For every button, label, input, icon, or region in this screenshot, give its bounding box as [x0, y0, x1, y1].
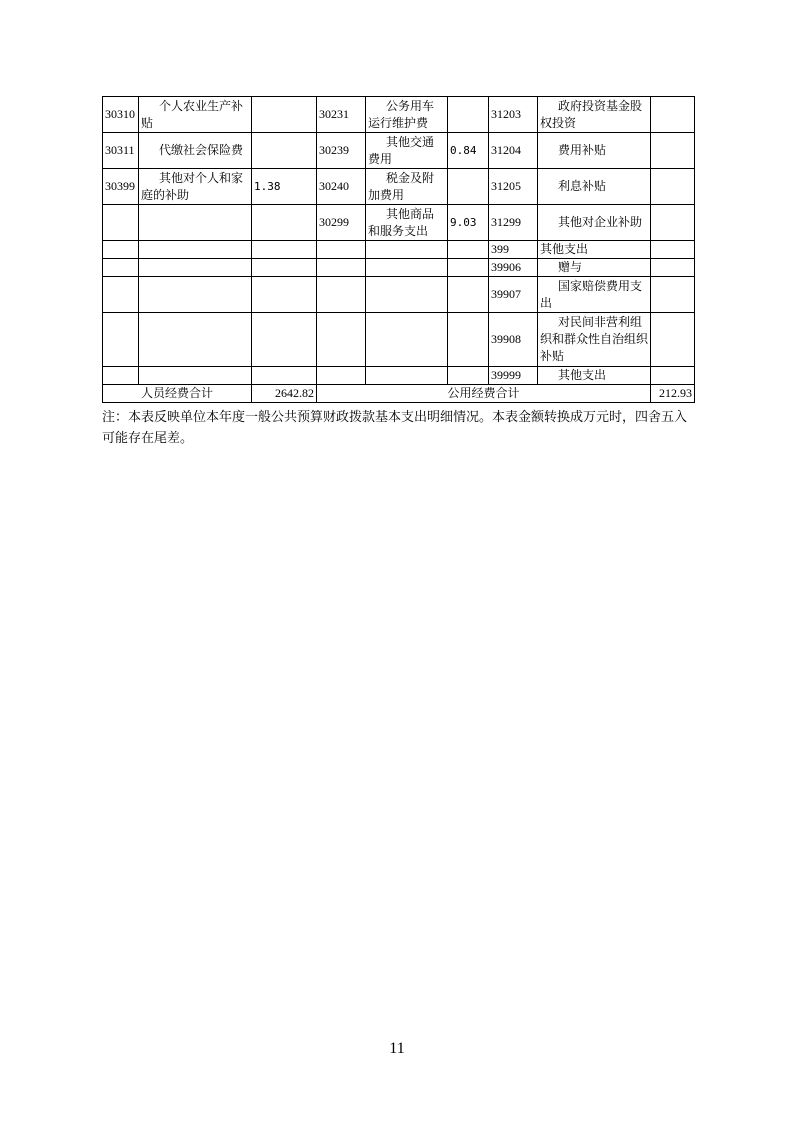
table-row — [103, 169, 695, 205]
code-cell — [103, 277, 139, 313]
amount-cell — [651, 169, 695, 205]
name-cell: 个人农业生产补贴 — [139, 97, 252, 133]
name-cell: 其他支出 — [538, 241, 651, 259]
code-cell — [103, 367, 139, 385]
name-cell — [139, 205, 252, 241]
code-cell: 30311 — [103, 133, 139, 169]
amount-cell: 1.38 — [252, 169, 317, 205]
name-cell — [366, 277, 448, 313]
name-cell: 其他对企业补助 — [538, 205, 651, 241]
personnel-total-value: 2642.82 — [252, 385, 317, 403]
amount-cell — [252, 97, 317, 133]
code-cell — [317, 277, 366, 313]
personnel-total-label: 人员经费合计 — [103, 385, 252, 403]
code-cell — [317, 241, 366, 259]
table-row — [103, 133, 695, 169]
code-cell: 30299 — [317, 205, 366, 241]
name-cell — [139, 367, 252, 385]
name-cell: 赠与 — [538, 259, 651, 277]
name-cell — [366, 367, 448, 385]
table-row — [103, 205, 695, 241]
amount-cell — [448, 259, 489, 277]
amount-cell — [448, 97, 489, 133]
name-cell: 对民间非营利组织和群众性自治组织补贴 — [538, 313, 651, 367]
code-cell: 30399 — [103, 169, 139, 205]
code-cell: 30239 — [317, 133, 366, 169]
code-cell: 31204 — [489, 133, 538, 169]
name-cell — [139, 241, 252, 259]
name-cell — [139, 277, 252, 313]
table-row — [103, 367, 695, 385]
amount-cell — [252, 259, 317, 277]
amount-cell: 9.03 — [448, 205, 489, 241]
code-cell — [103, 205, 139, 241]
table-row — [103, 241, 695, 259]
table-row — [103, 277, 695, 313]
name-cell: 国家赔偿费用支出 — [538, 277, 651, 313]
table-row — [103, 97, 695, 133]
amount-cell — [252, 367, 317, 385]
amount-cell — [252, 241, 317, 259]
code-cell: 39999 — [489, 367, 538, 385]
amount-cell — [651, 133, 695, 169]
name-cell: 其他商品和服务支出 — [366, 205, 448, 241]
name-cell: 费用补贴 — [538, 133, 651, 169]
code-cell: 399 — [489, 241, 538, 259]
name-cell — [139, 313, 252, 367]
totals-row — [103, 385, 695, 403]
name-cell: 其他对个人和家庭的补助 — [139, 169, 252, 205]
code-cell — [317, 367, 366, 385]
name-cell: 政府投资基金股权投资 — [538, 97, 651, 133]
amount-cell — [651, 313, 695, 367]
name-cell — [366, 241, 448, 259]
name-cell: 其他交通费用 — [366, 133, 448, 169]
code-cell: 39906 — [489, 259, 538, 277]
name-cell: 其他支出 — [538, 367, 651, 385]
name-cell: 公务用车运行维护费 — [366, 97, 448, 133]
code-cell: 30240 — [317, 169, 366, 205]
name-cell: 利息补贴 — [538, 169, 651, 205]
public-total-label: 公用经费合计 — [317, 385, 651, 403]
amount-cell — [252, 277, 317, 313]
amount-cell — [448, 169, 489, 205]
amount-cell — [252, 205, 317, 241]
table-note: 注：本表反映单位本年度一般公共预算财政拨款基本支出明细情况。本表金额转换成万元时，四舍五入可能存在尾差。 — [102, 410, 688, 446]
amount-cell — [448, 241, 489, 259]
amount-cell — [252, 133, 317, 169]
amount-cell — [651, 241, 695, 259]
name-cell — [366, 259, 448, 277]
amount-cell — [651, 259, 695, 277]
code-cell: 39907 — [489, 277, 538, 313]
code-cell: 31299 — [489, 205, 538, 241]
code-cell — [317, 313, 366, 367]
amount-cell — [651, 205, 695, 241]
table-row — [103, 313, 695, 367]
expenditure-detail-table — [102, 96, 695, 403]
name-cell: 税金及附加费用 — [366, 169, 448, 205]
code-cell — [103, 313, 139, 367]
amount-cell — [448, 277, 489, 313]
code-cell — [103, 259, 139, 277]
code-cell — [103, 241, 139, 259]
code-cell: 31205 — [489, 169, 538, 205]
amount-cell — [651, 97, 695, 133]
code-cell: 31203 — [489, 97, 538, 133]
amount-cell: 0.84 — [448, 133, 489, 169]
code-cell: 30231 — [317, 97, 366, 133]
code-cell — [317, 259, 366, 277]
amount-cell — [448, 367, 489, 385]
name-cell — [139, 259, 252, 277]
amount-cell — [252, 313, 317, 367]
amount-cell — [651, 367, 695, 385]
name-cell — [366, 313, 448, 367]
amount-cell — [448, 313, 489, 367]
amount-cell — [651, 277, 695, 313]
page-number: 11 — [389, 1040, 405, 1057]
name-cell: 代缴社会保险费 — [139, 133, 252, 169]
code-cell: 30310 — [103, 97, 139, 133]
table-row — [103, 259, 695, 277]
code-cell: 39908 — [489, 313, 538, 367]
public-total-value: 212.93 — [651, 385, 695, 403]
